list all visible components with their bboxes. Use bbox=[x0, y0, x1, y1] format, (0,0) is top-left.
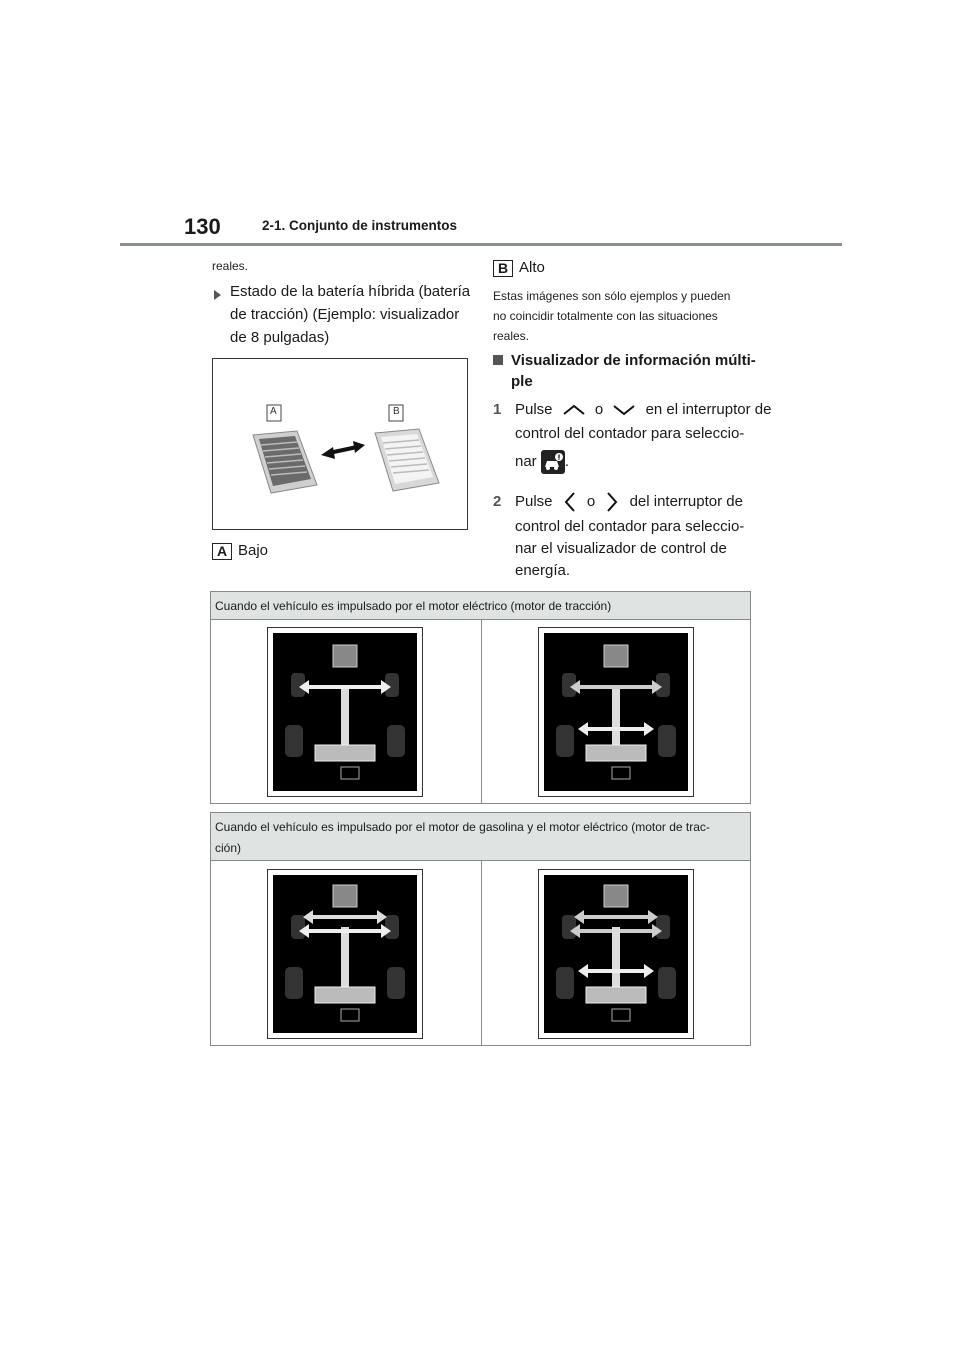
caption-b bbox=[493, 256, 545, 279]
figure-label-b: B bbox=[393, 406, 400, 417]
step-2 bbox=[493, 490, 743, 514]
note-line: reales. bbox=[493, 329, 530, 343]
step-1 bbox=[493, 398, 771, 421]
label-badge: B bbox=[493, 260, 513, 277]
table-header bbox=[211, 592, 750, 620]
step-number: 1 bbox=[493, 401, 502, 418]
chevron-right-icon bbox=[605, 490, 619, 514]
caption-text: Alto bbox=[519, 259, 545, 276]
bullet-line: de tracción) (Ejemplo: visualizador bbox=[230, 306, 460, 323]
figure-label-a: A bbox=[270, 406, 277, 417]
step-text: Pulse bbox=[515, 493, 553, 510]
cell-divider bbox=[481, 861, 482, 1045]
energy-monitor-image bbox=[538, 869, 694, 1039]
chevron-left-icon bbox=[563, 490, 577, 514]
step-line: control del contador para seleccio- bbox=[515, 425, 745, 442]
section-title: 2-1. Conjunto de instrumentos bbox=[262, 218, 458, 233]
step-text: nar bbox=[515, 453, 537, 470]
cell-divider bbox=[481, 620, 482, 803]
bullet-line: de 8 pulgadas) bbox=[230, 329, 330, 346]
step-text: . bbox=[564, 453, 570, 470]
double-arrow-icon bbox=[321, 441, 365, 459]
step-line: energía. bbox=[515, 562, 571, 579]
header-divider bbox=[120, 243, 842, 246]
step-line bbox=[515, 450, 569, 474]
page-number: 130 bbox=[184, 214, 221, 239]
bullet-line: Estado de la batería híbrida (batería bbox=[230, 283, 471, 300]
label-badge: A bbox=[212, 543, 232, 560]
step-line: nar el visualizador de control de bbox=[515, 540, 727, 557]
energy-monitor-image bbox=[267, 627, 423, 797]
triangle-bullet-icon bbox=[214, 290, 221, 300]
caption-a bbox=[212, 539, 268, 562]
table-header bbox=[211, 813, 750, 861]
energy-monitor-icon bbox=[544, 875, 688, 1033]
energy-monitor-image bbox=[538, 627, 694, 797]
energy-monitor-icon bbox=[273, 875, 417, 1033]
step-line: control del contador para seleccio- bbox=[515, 518, 745, 535]
continued-text: reales. bbox=[212, 259, 249, 273]
energy-monitor-icon bbox=[273, 633, 417, 791]
note-paragraph bbox=[493, 286, 730, 346]
step-text: o bbox=[586, 493, 596, 510]
vehicle-info-icon bbox=[541, 450, 565, 474]
square-bullet-icon bbox=[493, 355, 503, 365]
battery-level-icon bbox=[213, 359, 467, 529]
energy-table-hybrid bbox=[210, 812, 751, 1046]
table-header-line: ción) bbox=[215, 841, 242, 855]
chevron-down-icon bbox=[611, 403, 637, 417]
heading-line: ple bbox=[511, 373, 533, 390]
energy-monitor-icon bbox=[544, 633, 688, 791]
caption-text: Bajo bbox=[238, 542, 269, 559]
note-line: no coincidir totalmente con las situaciones bbox=[493, 309, 718, 323]
step-text: del interruptor de bbox=[629, 493, 743, 510]
step-text: o bbox=[594, 401, 604, 418]
step-text: Pulse bbox=[515, 401, 553, 418]
chevron-up-icon bbox=[561, 403, 587, 417]
energy-table-electric bbox=[210, 591, 751, 804]
table-header-line: Cuando el vehículo es impulsado por el motor eléctrico (motor de tracción) bbox=[215, 599, 612, 613]
step-text: en el interruptor de bbox=[645, 401, 772, 418]
step-number: 2 bbox=[493, 493, 502, 510]
note-line: Estas imágenes son sólo ejemplos y pueden bbox=[493, 289, 731, 303]
battery-figure bbox=[212, 358, 468, 530]
section-heading bbox=[511, 350, 756, 392]
energy-monitor-image bbox=[267, 869, 423, 1039]
heading-line: Visualizador de información múlti- bbox=[511, 352, 756, 369]
table-header-line: Cuando el vehículo es impulsado por el motor de gasolina y el motor eléctrico (motor de trac- bbox=[215, 820, 710, 834]
bullet-paragraph bbox=[230, 280, 470, 349]
